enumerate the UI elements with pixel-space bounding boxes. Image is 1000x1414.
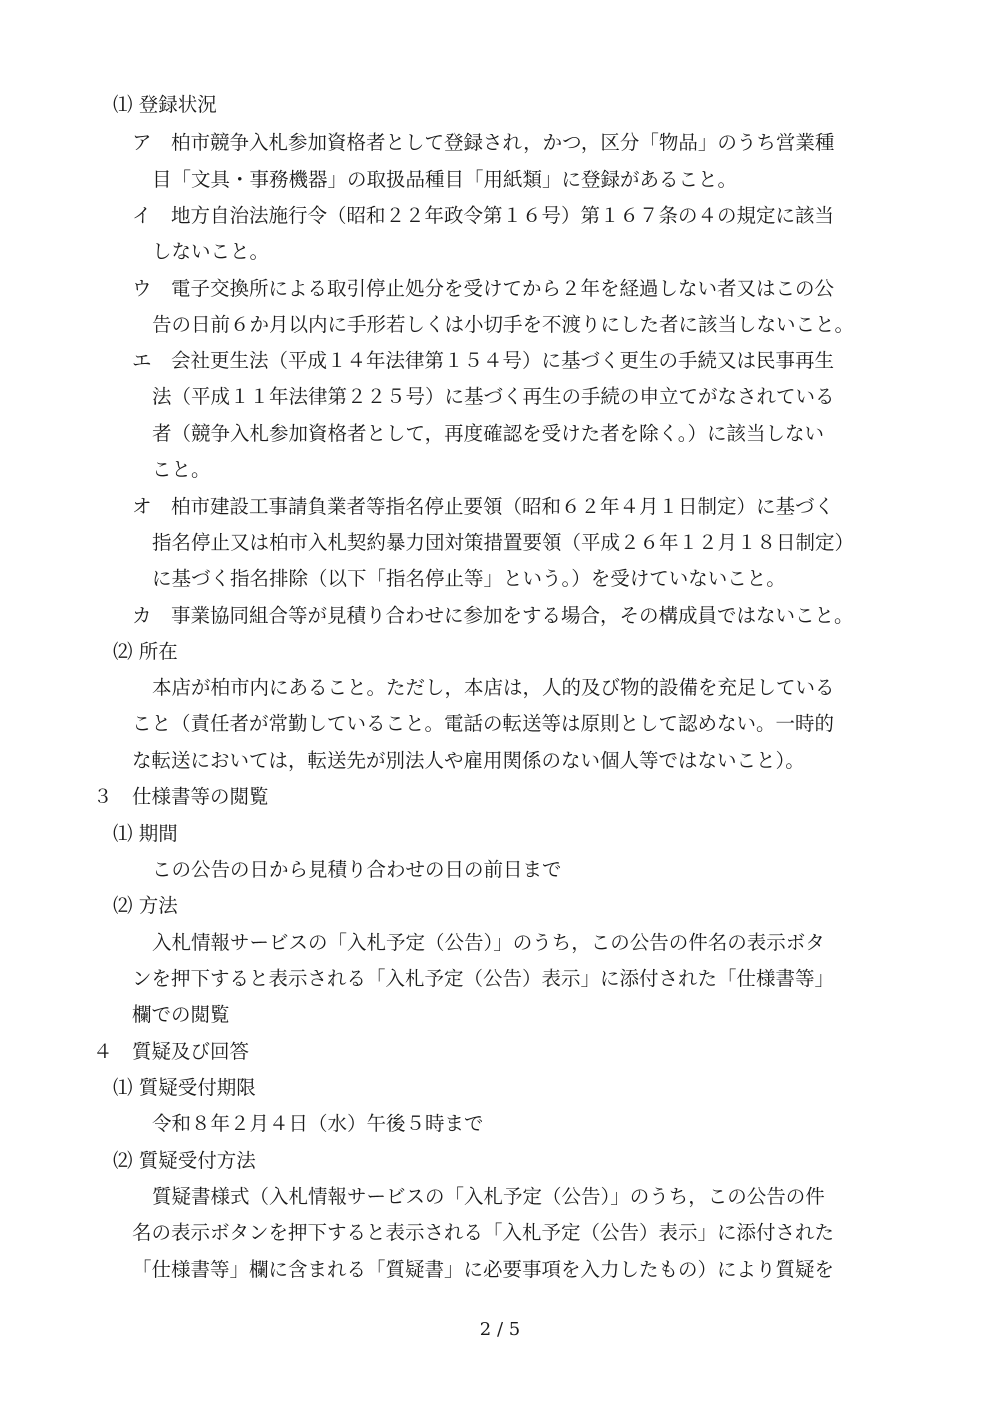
item-a-line2: 目「文具・事務機器」の取扱品種目「用紙類」に登録があること。 [152, 168, 738, 191]
item-ka-line1: カ 事業協同組合等が見積り合わせに参加をする場合，その構成員ではないこと。 [132, 604, 854, 627]
question-method-line3: 「仕様書等」欄に含まれる「質疑書」に必要事項を入力したもの）により質疑を [132, 1258, 835, 1281]
item-u-line2: 告の日前６か月以内に手形若しくは小切手を不渡りにした者に該当しないこと。 [152, 313, 855, 336]
period-text: この公告の日から見積り合わせの日の前日まで [152, 858, 562, 881]
question-method-line1: 質疑書様式（入札情報サービスの「入札予定（公告）」のうち，この公告の件 [152, 1185, 825, 1208]
section-4-heading: ４ 質疑及び回答 [93, 1040, 250, 1063]
heading-question-method: ⑵ 質疑受付方法 [113, 1149, 256, 1172]
item-e-line4: こと。 [152, 458, 211, 481]
location-line2: こと（責任者が常勤していること。電話の転送等は原則として認めない。一時的 [132, 712, 835, 735]
heading-location: ⑵ 所在 [113, 640, 178, 663]
method-line2: ンを押下すると表示される「入札予定（公告）表示」に添付された「仕様書等」 [132, 967, 835, 990]
item-o-line1: オ 柏市建設工事請負業者等指名停止要領（昭和６２年４月１日制定）に基づく [132, 495, 835, 518]
item-i-line1: イ 地方自治法施行令（昭和２２年政令第１６号）第１６７条の４の規定に該当 [132, 204, 835, 227]
location-line3: な転送においては，転送先が別法人や雇用関係のない個人等ではないこと）。 [132, 749, 805, 772]
item-a-line1: ア 柏市競争入札参加資格者として登録され，かつ，区分「物品」のうち営業種 [132, 131, 835, 154]
page-number: 2 / 5 [479, 1319, 521, 1340]
heading-period: ⑴ 期間 [113, 822, 178, 845]
location-line1: 本店が柏市内にあること。ただし，本店は，人的及び物的設備を充足している [152, 676, 835, 699]
section-3-heading: ３ 仕様書等の閲覧 [93, 785, 269, 808]
item-e-line1: エ 会社更生法（平成１４年法律第１５４号）に基づく更生の手続又は民事再生 [132, 349, 835, 372]
question-deadline-text: 令和８年２月４日（水）午後５時まで [152, 1112, 484, 1135]
method-line3: 欄での閲覧 [132, 1003, 230, 1026]
item-u-line1: ウ 電子交換所による取引停止処分を受けてから２年を経過しない者又はこの公 [132, 277, 835, 300]
item-o-line2: 指名停止又は柏市入札契約暴力団対策措置要領（平成２６年１２月１８日制定） [152, 531, 855, 554]
question-method-line2: 名の表示ボタンを押下すると表示される「入札予定（公告）表示」に添付された [132, 1221, 835, 1244]
heading-registration: ⑴ 登録状況 [113, 93, 217, 116]
method-line1: 入札情報サービスの「入札予定（公告）」のうち，この公告の件名の表示ボタ [152, 931, 825, 954]
item-o-line3: に基づく指名排除（以下「指名停止等」という。）を受けていないこと。 [152, 567, 786, 590]
heading-question-deadline: ⑴ 質疑受付期限 [113, 1076, 256, 1099]
item-e-line3: 者（競争入札参加資格者として，再度確認を受けた者を除く。）に該当しない [152, 422, 824, 445]
heading-method: ⑵ 方法 [113, 894, 178, 917]
item-e-line2: 法（平成１１年法律第２２５号）に基づく再生の手続の申立てがなされている [152, 385, 835, 408]
item-i-line2: しないこと。 [152, 240, 270, 263]
